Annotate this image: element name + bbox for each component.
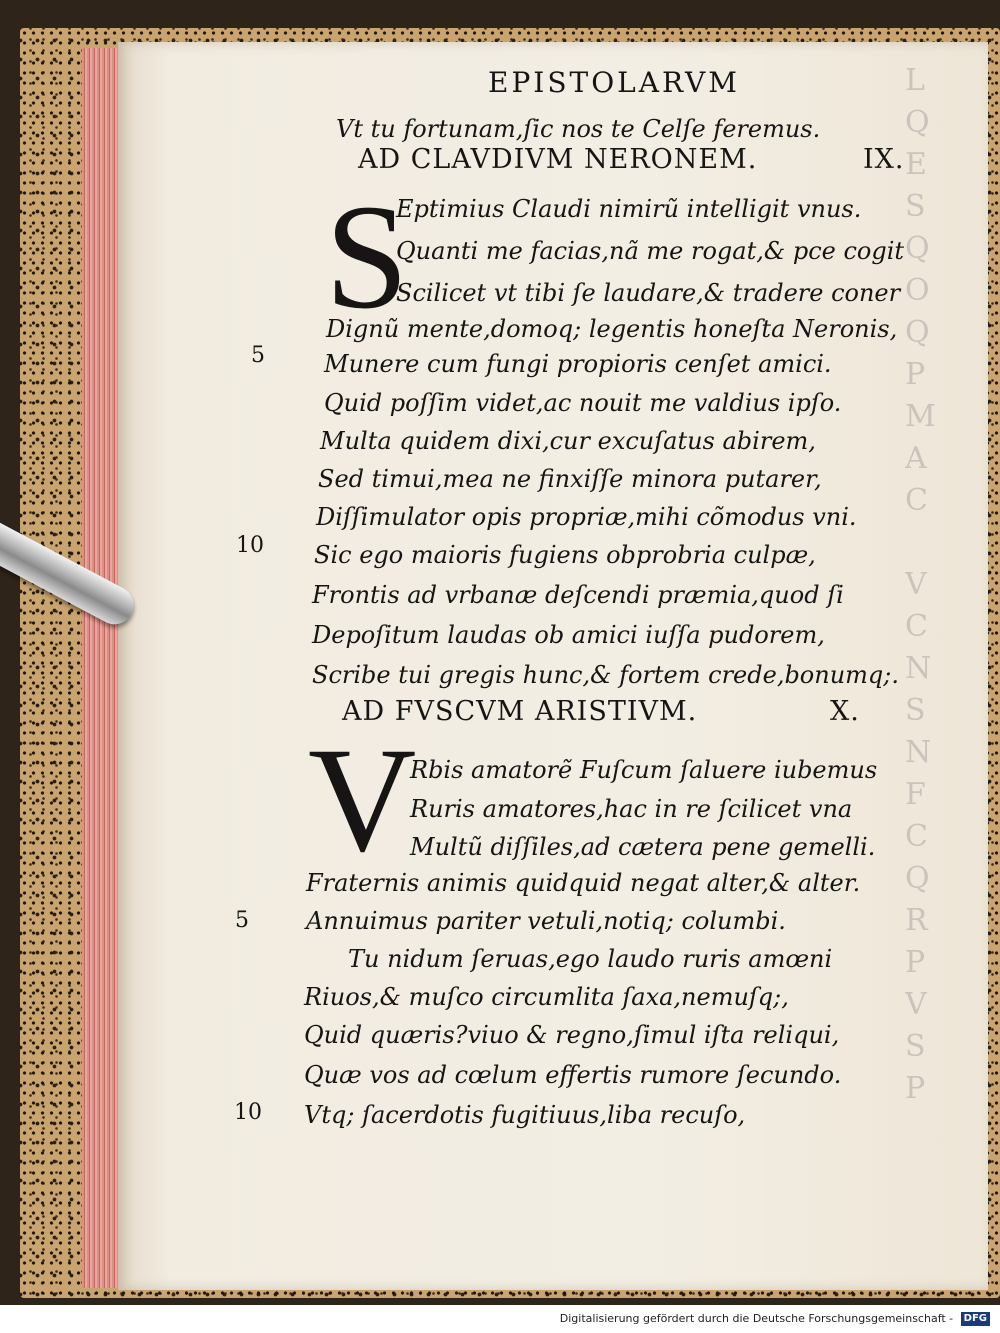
verse-line: Frontis ad vrbanæ deſcendi præmia,quod ſi [312,581,844,609]
poem-number: IX. [863,144,905,175]
line-number: 10 [236,533,264,558]
line-number: 5 [235,908,249,933]
drop-initial: V [308,717,417,883]
verse-line: Quid poſſim videt,ac nouit me valdius ipſo. [324,389,842,417]
verse-line: Annuimus pariter vetuli,notiq; columbi. [306,907,786,935]
verse-line: Rbis amatorẽ Fuſcum ſaluere iubemus [410,756,878,784]
verse-line: Diſſimulator opis propriæ,mihi cõmodus vni. [316,503,857,531]
dfg-logo: DFG [961,1312,990,1326]
verse-line: Tu nidum ſeruas,ego laudo ruris amœni [348,945,833,973]
running-head: EPISTOLARVM [488,66,740,99]
show-through-text: L Q E S Q O Q P M A C V C N S N F C Q R P V S P [905,63,936,1106]
verse-line: Vtq; ſacerdotis fugitiuus,liba recuſo, [304,1101,746,1129]
verse-line: Riuos,& muſco circumlita ſaxa,nemuſq;, [304,983,789,1011]
verse-line: Eptimius Claudi nimirũ intelligit vnus. [396,195,862,223]
verse-line: Scilicet vt tibi ſe laudare,& tradere coner [396,279,901,307]
poem-heading [342,696,882,727]
verse-line: Quanti me facias,nã me rogat,& pce cogit [396,237,905,265]
line-number: 10 [234,1100,262,1125]
poem-number: X. [830,696,860,727]
verse-line: Munere cum fungi propioris cenſet amici. [324,350,832,378]
verse-line: Depoſitum laudas ob amici iuſſa pudorem, [312,621,825,649]
verse-line: Vt tu fortunam,ſic nos te Celſe feremus. [336,115,821,143]
verse-line: Dignũ mente,domoq; legentis honeſta Neronis, [326,315,898,343]
digitization-credit-bar [0,1305,1000,1333]
verse-line: Ruris amatores,hac in re ſcilicet vna [410,795,853,823]
verse-line: Quid quæris?viuo & regno,ſimul iſta reliqui, [304,1021,840,1049]
verse-line: Multũ diſſiles,ad cætera pene gemelli. [410,833,876,861]
poem-title: AD FVSCVM ARISTIVM. [342,696,698,727]
verse-line: Scribe tui gregis hunc,& fortem crede,bonumq;. [312,661,900,689]
line-number: 5 [251,343,265,368]
verse-line: Sic ego maioris fugiens obprobria culpæ, [314,541,816,569]
poem-title: AD CLAVDIVM NERONEM. [358,144,758,175]
verse-line: Sed timui,mea ne finxiſſe minora putarer, [318,465,822,493]
verse-line: Quæ vos ad cœlum effertis rumore ſecundo. [304,1061,842,1089]
credit-text: Digitalisierung gefördert durch die Deutsche Forschungsgemeinschaft - [559,1312,954,1325]
drop-initial: S [325,174,409,340]
poem-heading [358,144,918,175]
verse-line: Fraternis animis quidquid negat alter,& alter. [306,869,861,897]
verse-line: Multa quidem dixi,cur excuſatus abirem, [320,427,816,455]
